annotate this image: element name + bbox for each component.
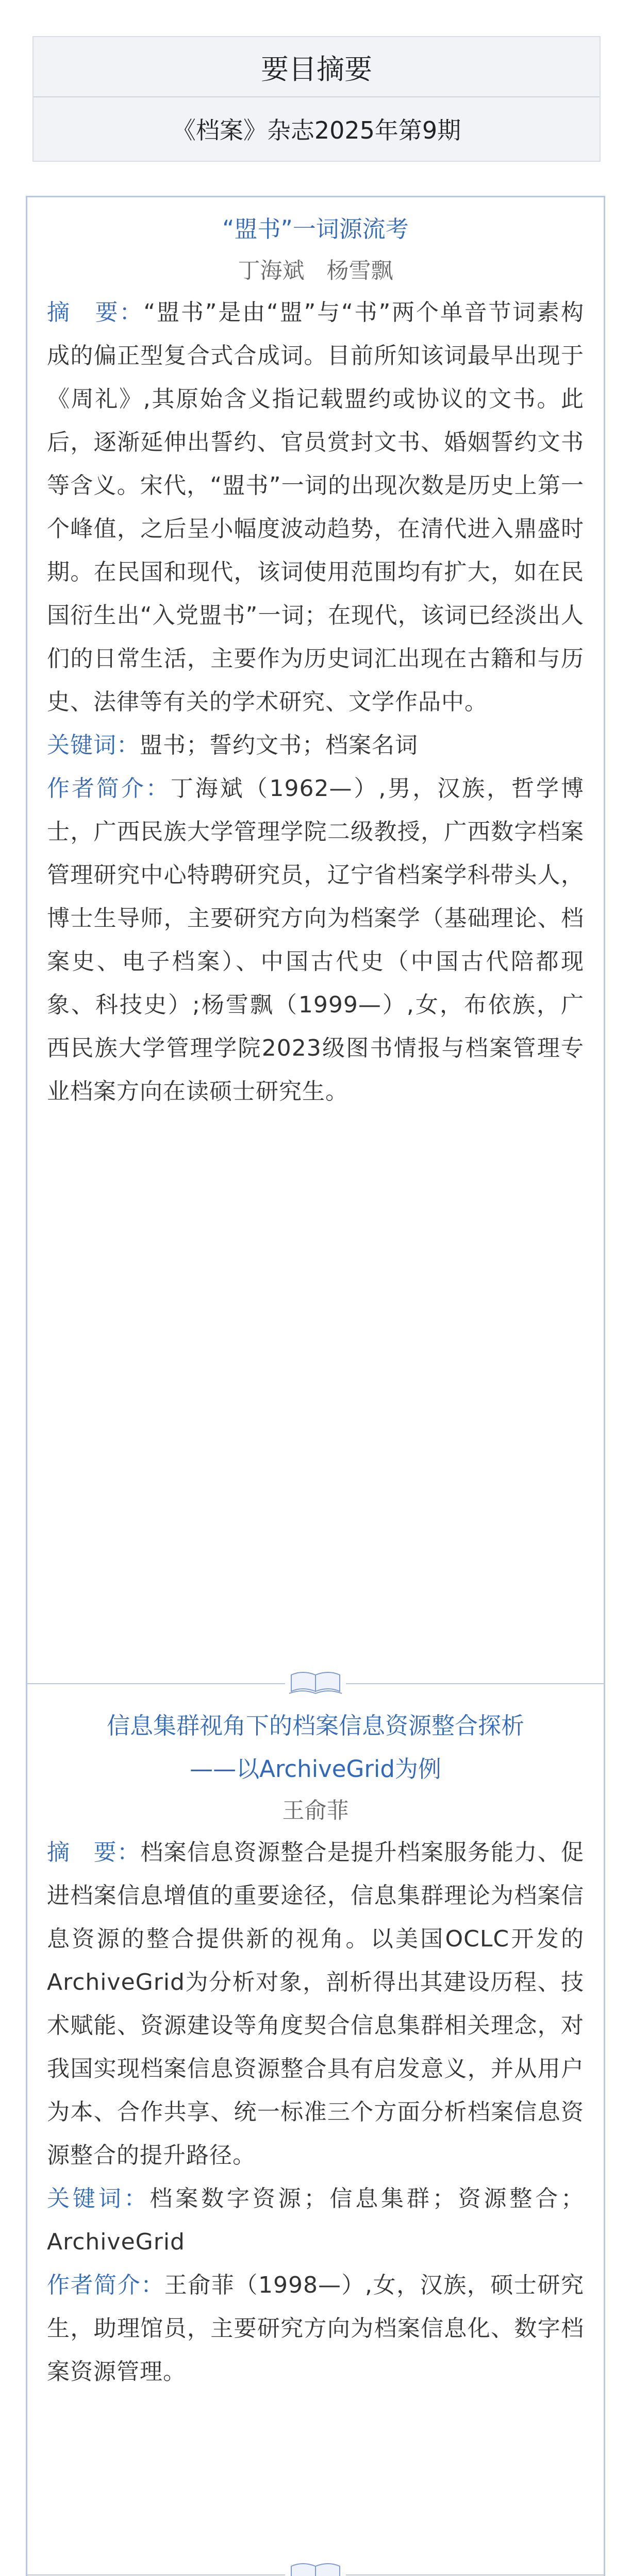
article-title-line: ——以ArchiveGrid为例 [190,1755,441,1783]
divider-line [27,2574,285,2575]
divider-line [27,1683,285,1684]
article-authors: 丁海斌 杨雪飘 [238,258,393,284]
article-1 [27,208,604,1113]
article-2 [27,1704,604,2394]
author-bio [27,767,604,1113]
author-bio-label: 作者简介： [47,775,171,802]
header-divider [34,96,600,97]
keywords-label: 关键词： [47,2185,150,2212]
author-bio [27,2264,604,2394]
abstracts-box [26,196,605,2576]
article-title[interactable] [27,1704,604,1791]
article-title-line: “盟书”一词源流考 [222,215,409,243]
section-divider [27,1671,604,1697]
abstract [27,291,604,724]
keywords-text: 盟书；誓约文书；档案名词 [140,732,418,758]
keywords-text: 档案数字资源；信息集群；资源整合；ArchiveGrid [47,2185,585,2255]
article-title[interactable] [27,208,604,251]
author-bio-text: 王俞菲（1998—）,女，汉族，硕士研究生，助理馆员，主要研究方向为档案信息化、数字档案资源管理。 [47,2272,585,2385]
article-authors: 王俞菲 [282,1798,349,1824]
header-card [32,36,601,162]
keywords [27,2177,604,2264]
abstract-label: 摘 要： [47,299,144,326]
page-title: 要目摘要 [261,53,372,86]
section-divider [27,2562,604,2576]
abstract-text: “盟书”是由“盟”与“书”两个单音节词素构成的偏正型复合式合成词。目前所知该词最早出现于《周礼》,其原始含义指记载盟约或协议的文书。此后，逐渐延伸出誓约、官员赏封文书、婚姻誓约文书等含义。宋代，“盟书”一词的出现次数是历史上第一个峰值，之后呈小幅度波动趋势，在清代进入鼎盛时期。在民国和现代，该词使用范围均有扩大，如在民国衍生出“入党盟书”一词；在现代，该词已经淡出人们的日常生活，主要作为历史词汇出现在古籍和与历史、法律等有关的学术研究、文学作品中。 [47,299,584,715]
open-book-icon [287,1671,344,1697]
divider-line [346,1683,604,1684]
keywords-label: 关键词： [47,732,140,758]
author-bio-text: 丁海斌（1962—）,男，汉族，哲学博士，广西民族大学管理学院二级教授，广西数字档案管理研究中心特聘研究员，辽宁省档案学科带头人，博士生导师，主要研究方向为档案学（基础理论、档案史、电子档案）、中国古代史（中国古代陪都现象、科技史）;杨雪飘（1999—）,女，布依族，广西民族大学管理学院2023级图书情报与档案管理专业档案方向在读硕士研究生。 [47,775,584,1105]
article-title-line: 信息集群视角下的档案信息资源整合探析 [106,1712,524,1739]
abstract-text: 档案信息资源整合是提升档案服务能力、促进档案信息增值的重要途径，信息集群理论为档案信息资源的整合提供新的视角。以美国OCLC开发的ArchiveGrid为分析对象，剖析得出其建设历程、技术赋能、资源建设等角度契合信息集群相关理念，对我国实现档案信息资源整合具有启发意义，并从用户为本、合作共享、统一标准三个方面分析档案信息资源整合的提升路径。 [47,1839,585,2168]
abstract [27,1831,604,2177]
author-bio-label: 作者简介： [47,2272,164,2298]
open-book-icon [287,2562,344,2576]
abstract-label: 摘 要： [47,1839,141,1866]
keywords [27,724,604,767]
divider-line [346,2574,604,2575]
issue-subtitle: 《档案》杂志2025年第9期 [172,116,461,144]
